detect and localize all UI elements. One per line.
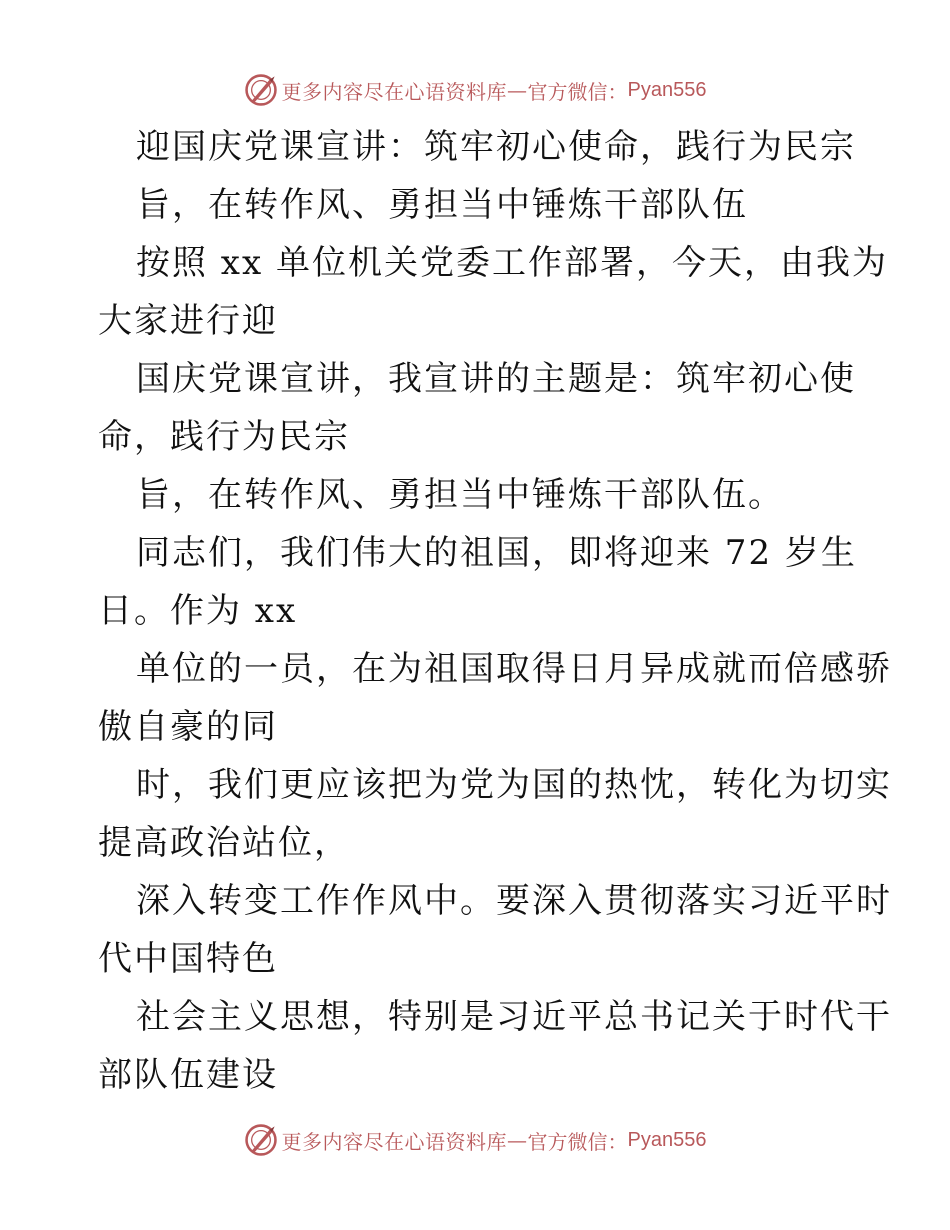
paragraph-line: 单位的一员，在为祖国取得日月异成就而倍感骄 bbox=[136, 649, 892, 689]
paragraph-line: 命，践行为民宗 bbox=[98, 417, 350, 457]
footer-wechat-id: Pyan556 bbox=[627, 1128, 707, 1151]
paragraph-line: 社会主义思想，特别是习近平总书记关于时代干 bbox=[136, 997, 892, 1037]
quill-logo-icon bbox=[244, 1123, 278, 1157]
header-wechat-id: Pyan556 bbox=[627, 78, 707, 101]
paragraph-line: 代中国特色 bbox=[98, 939, 278, 979]
paragraph-line: 国庆党课宣讲，我宣讲的主题是：筑牢初心使 bbox=[136, 359, 856, 399]
paragraph-line: 时，我们更应该把为党为国的热忱，转化为切实 bbox=[136, 765, 892, 805]
footer-wechat-label: 官方微信： bbox=[527, 1129, 628, 1154]
paragraph-line: 同志们，我们伟大的祖国，即将迎来 72 岁生 bbox=[136, 533, 857, 573]
document-body bbox=[98, 118, 892, 1104]
footer-banner bbox=[0, 1120, 950, 1160]
paragraph-line: 按照 xx 单位机关党委工作部署，今天，由我为 bbox=[136, 243, 888, 283]
title-line-1: 迎国庆党课宣讲：筑牢初心使命，践行为民宗 bbox=[136, 127, 856, 167]
quill-logo-icon bbox=[244, 73, 278, 107]
title-line-2: 旨，在转作风、勇担当中锤炼干部队伍 bbox=[136, 185, 748, 225]
header-wechat-label: 官方微信： bbox=[527, 79, 628, 104]
header-banner bbox=[0, 70, 950, 110]
header-dash: — bbox=[507, 78, 528, 102]
paragraph-line: 傲自豪的同 bbox=[98, 707, 278, 747]
paragraph-line: 日。作为 xx bbox=[98, 591, 298, 631]
footer-dash: — bbox=[507, 1128, 528, 1152]
header-site-text: 更多内容尽在心语资料库 bbox=[281, 79, 508, 104]
paragraph-line: 旨，在转作风、勇担当中锤炼干部队伍。 bbox=[136, 475, 784, 515]
paragraph-line: 大家进行迎 bbox=[98, 301, 278, 341]
paragraph-line: 提高政治站位， bbox=[98, 823, 350, 863]
paragraph-line: 部队伍建设 bbox=[98, 1055, 278, 1095]
paragraph-line: 深入转变工作作风中。要深入贯彻落实习近平时 bbox=[136, 881, 892, 921]
footer-site-text: 更多内容尽在心语资料库 bbox=[281, 1129, 508, 1154]
